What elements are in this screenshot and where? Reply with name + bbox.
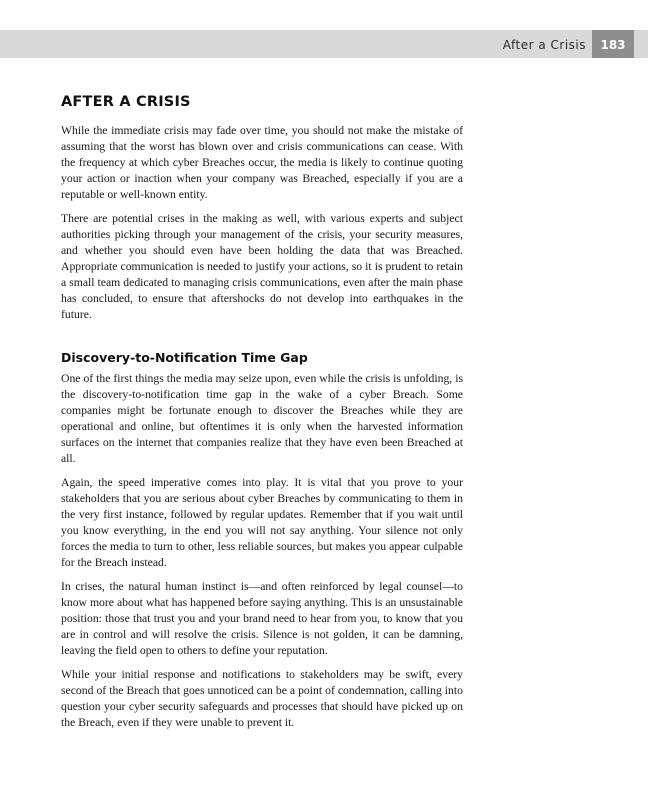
running-header-bar [0, 30, 648, 58]
section-title: AFTER A CRISIS [61, 94, 191, 110]
subsection-title: Discovery-to-Notification Time Gap [61, 350, 308, 365]
running-head-title: After a Crisis [502, 38, 586, 52]
page-content [61, 94, 463, 739]
subsection-paragraph: One of the first things the media may seize upon, even while the crisis is unfolding, is the discovery-to-notification time gap in the wake of a cyber Breach. Some companies might be fortunate enough to discover the Breaches while they are operational and online, but oftentimes it is only when the harvested information surfaces on the internet that companies realize that they have even been Breached at all. [61, 372, 463, 465]
section-paragraph: While the immediate crisis may fade over time, you should not make the mistake of assuming that the worst has blown over and crisis communications can cease. With the frequency at which cyber Breaches occur, the media is likely to continue quoting your action or inaction when your company was Breached, especially if you are a reputable or well-known entity. [61, 124, 463, 201]
subsection-paragraph: Again, the speed imperative comes into play. It is vital that you prove to your stakeholders that you are serious about cyber Breaches by communicating to them in the very first instance, followed by regular updates. Remember that if you wait until you know everything, in the end you will not say anything. Your silence not only forces the media to turn to other, less reliable sources, but makes you appear culpable for the Breach instead. [61, 476, 463, 569]
subsection-paragraph: In crises, the natural human instinct is—and often reinforced by legal counsel—to know more about what has happened before saying anything. This is an unsustainable position: those that trust you and your brand need to hear from you, to know that you are in control and will resolve the crisis. Silence is not golden, it can be damning, leaving the field open to others to define your reputation. [61, 580, 463, 657]
page-number: 183 [592, 30, 634, 58]
section-paragraph: There are potential crises in the making as well, with various experts and subject authorities picking through your management of the crisis, your security measures, and whether you should even have been holding the data that was Breached. Appropriate communication is needed to justify your actions, so it is prudent to retain a small team dedicated to managing crisis communications, even after the main phase has concluded, to ensure that aftershocks do not develop into earthquakes in the future. [61, 212, 463, 321]
subsection-paragraph: While your initial response and notifications to stakeholders may be swift, every second of the Breach that goes unnoticed can be a point of condemnation, calling into question your cyber security safeguards and processes that should have picked up on the Breach, even if they were unable to prevent it. [61, 668, 463, 729]
